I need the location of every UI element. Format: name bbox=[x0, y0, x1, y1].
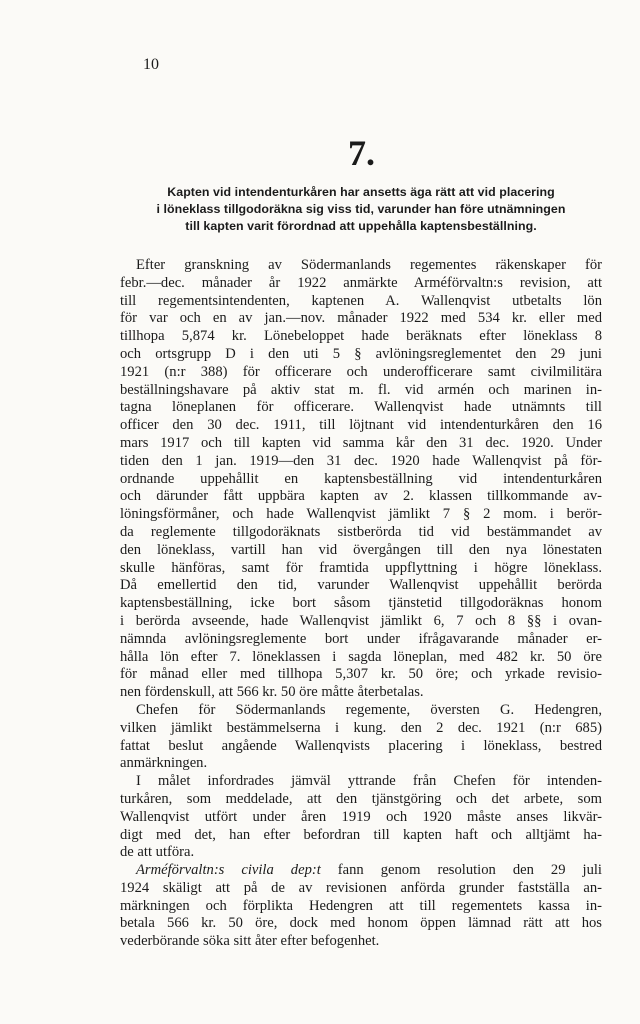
body-line: nen fördenskull, att 566 kr. 50 öre måtte återbetalas. bbox=[120, 684, 424, 701]
body-line: ordnande uppehållit en kaptensbeställning vid intendenturkåren bbox=[120, 470, 602, 487]
body-line: febr.—dec. månader år 1922 anmärkte Arméförvaltn:s revision, att bbox=[120, 274, 602, 291]
body-line: vilken jämlikt bestämmelserna i kung. den 2 dec. 1921 (n:r 685) bbox=[120, 719, 602, 736]
body-line: tillhopa 5,874 kr. Lönebeloppet hade beräknats efter löneklass 8 bbox=[120, 328, 602, 345]
italic-lead: Arméförvaltn:s civila dep:t bbox=[136, 862, 321, 879]
body-line: turkåren, som meddelade, att den tjänstgöring och det arbete, som bbox=[120, 790, 602, 807]
body-line: tiden den 1 jan. 1919—den 31 dec. 1920 hade Wallenqvist på för- bbox=[120, 452, 602, 469]
body-line: Efter granskning av Södermanlands regementes räkenskaper för bbox=[136, 257, 602, 273]
body-line: till regementsintendenten, kaptenen A. Wallenqvist utbetalts lön bbox=[120, 292, 602, 309]
heading-line: i löneklass tillgodoräkna sig viss tid, varunder han före utnämningen bbox=[156, 202, 566, 216]
body-line: och ortsgrupp D i den uti 5 § avlöningsreglementet den 29 juni bbox=[120, 345, 602, 362]
body-line: för månad eller med tillhopa 5,307 kr. 50 öre; och yrkade revisio- bbox=[120, 666, 602, 683]
body-line: Då emellertid den tid, varunder Wallenqvist uppehållit berörda bbox=[120, 577, 602, 594]
body-line: anmärkningen. bbox=[120, 755, 208, 772]
section-number: 7. bbox=[348, 133, 375, 173]
body-line-rest: fann genom resolution den 29 juli bbox=[337, 862, 602, 879]
body-line: nämnda avlöningsreglemente bort under ifrågavarande månader er- bbox=[120, 630, 602, 647]
section-heading bbox=[120, 184, 602, 235]
body-line: skulle hänföras, samt för framtida uppflyttning i högre löneklass. bbox=[120, 559, 602, 576]
body-line: officer den 30 dec. 1911, till löjtnant vid intendenturkåren den 16 bbox=[120, 417, 602, 434]
heading-line: Kapten vid intendenturkåren har ansetts äga rätt att vid placering bbox=[167, 185, 555, 199]
heading-line: till kapten varit förordnad att uppehålla kaptensbeställning. bbox=[185, 219, 537, 233]
body-line: I målet infordrades jämväl yttrande från Chefen för intenden- bbox=[136, 773, 602, 790]
page-number: 10 bbox=[143, 56, 159, 73]
body-line: 1924 skäligt att på de av revisionen anförda grunder fastställa an- bbox=[120, 879, 602, 896]
body-line: Chefen för Södermanlands regemente, översten G. Hedengren, bbox=[136, 701, 602, 718]
body-line: 1921 (n:r 388) för officerare och underofficerare samt civilmilitära bbox=[120, 363, 602, 380]
body-line: betala 566 kr. 50 öre, dock med honom öppen lämnad rätt att hos bbox=[120, 915, 602, 932]
body-line: den löneklass, vartill han vid övergången till den nya lönestaten bbox=[120, 541, 602, 558]
body-line: i berörda avseende, hade Wallenqvist jämlikt 6, 7 och 8 §§ i ovan- bbox=[120, 612, 602, 629]
body-line: da reglemente tillgodoräknats sistberörda tid vid bestämmandet av bbox=[120, 523, 602, 540]
body-line: hålla lön efter 7. löneklassen i sagda löneplan, med 482 kr. 50 öre bbox=[120, 648, 602, 665]
body-line: fattat beslut angående Wallenqvists placering i löneklass, bestred bbox=[120, 737, 602, 754]
body-line: tagna löneplanen för officerare. Wallenqvist hade utnämnts till bbox=[120, 399, 602, 416]
body-line: kaptensbeställning, icke bort såsom tjänstetid tillgodoräknas honom bbox=[120, 595, 602, 612]
body-line: löningsförmåner, och hade Wallenqvist jämlikt 7 § 2 mom. i berör- bbox=[120, 506, 602, 523]
body-line: vederbörande söka sitt åter efter befogenhet. bbox=[120, 933, 380, 950]
body-line: beställningshavare på aktiv stat m. fl. vid armén och marinen in- bbox=[120, 381, 602, 398]
body-line: för var och en av jan.—nov. månader 1922 med 534 kr. eller med bbox=[120, 310, 602, 327]
body-line: digt med det, han efter befordran till kapten haft och alltjämt ha- bbox=[120, 826, 602, 843]
body-line: Wallenqvist utfört under åren 1919 och 1920 måste anses likvär- bbox=[120, 808, 602, 825]
body-text bbox=[120, 257, 602, 951]
body-line: de att utföra. bbox=[120, 844, 195, 861]
body-line: och därunder fått uppbära kapten av 2. klassen tillkommande av- bbox=[120, 488, 602, 505]
body-line: mars 1917 och till kapten vid samma kår den 31 dec. 1920. Under bbox=[120, 434, 602, 451]
body-line bbox=[120, 862, 602, 880]
body-line: märkningen och förpliktа Hedengren att till regementets kassa in- bbox=[120, 897, 602, 914]
